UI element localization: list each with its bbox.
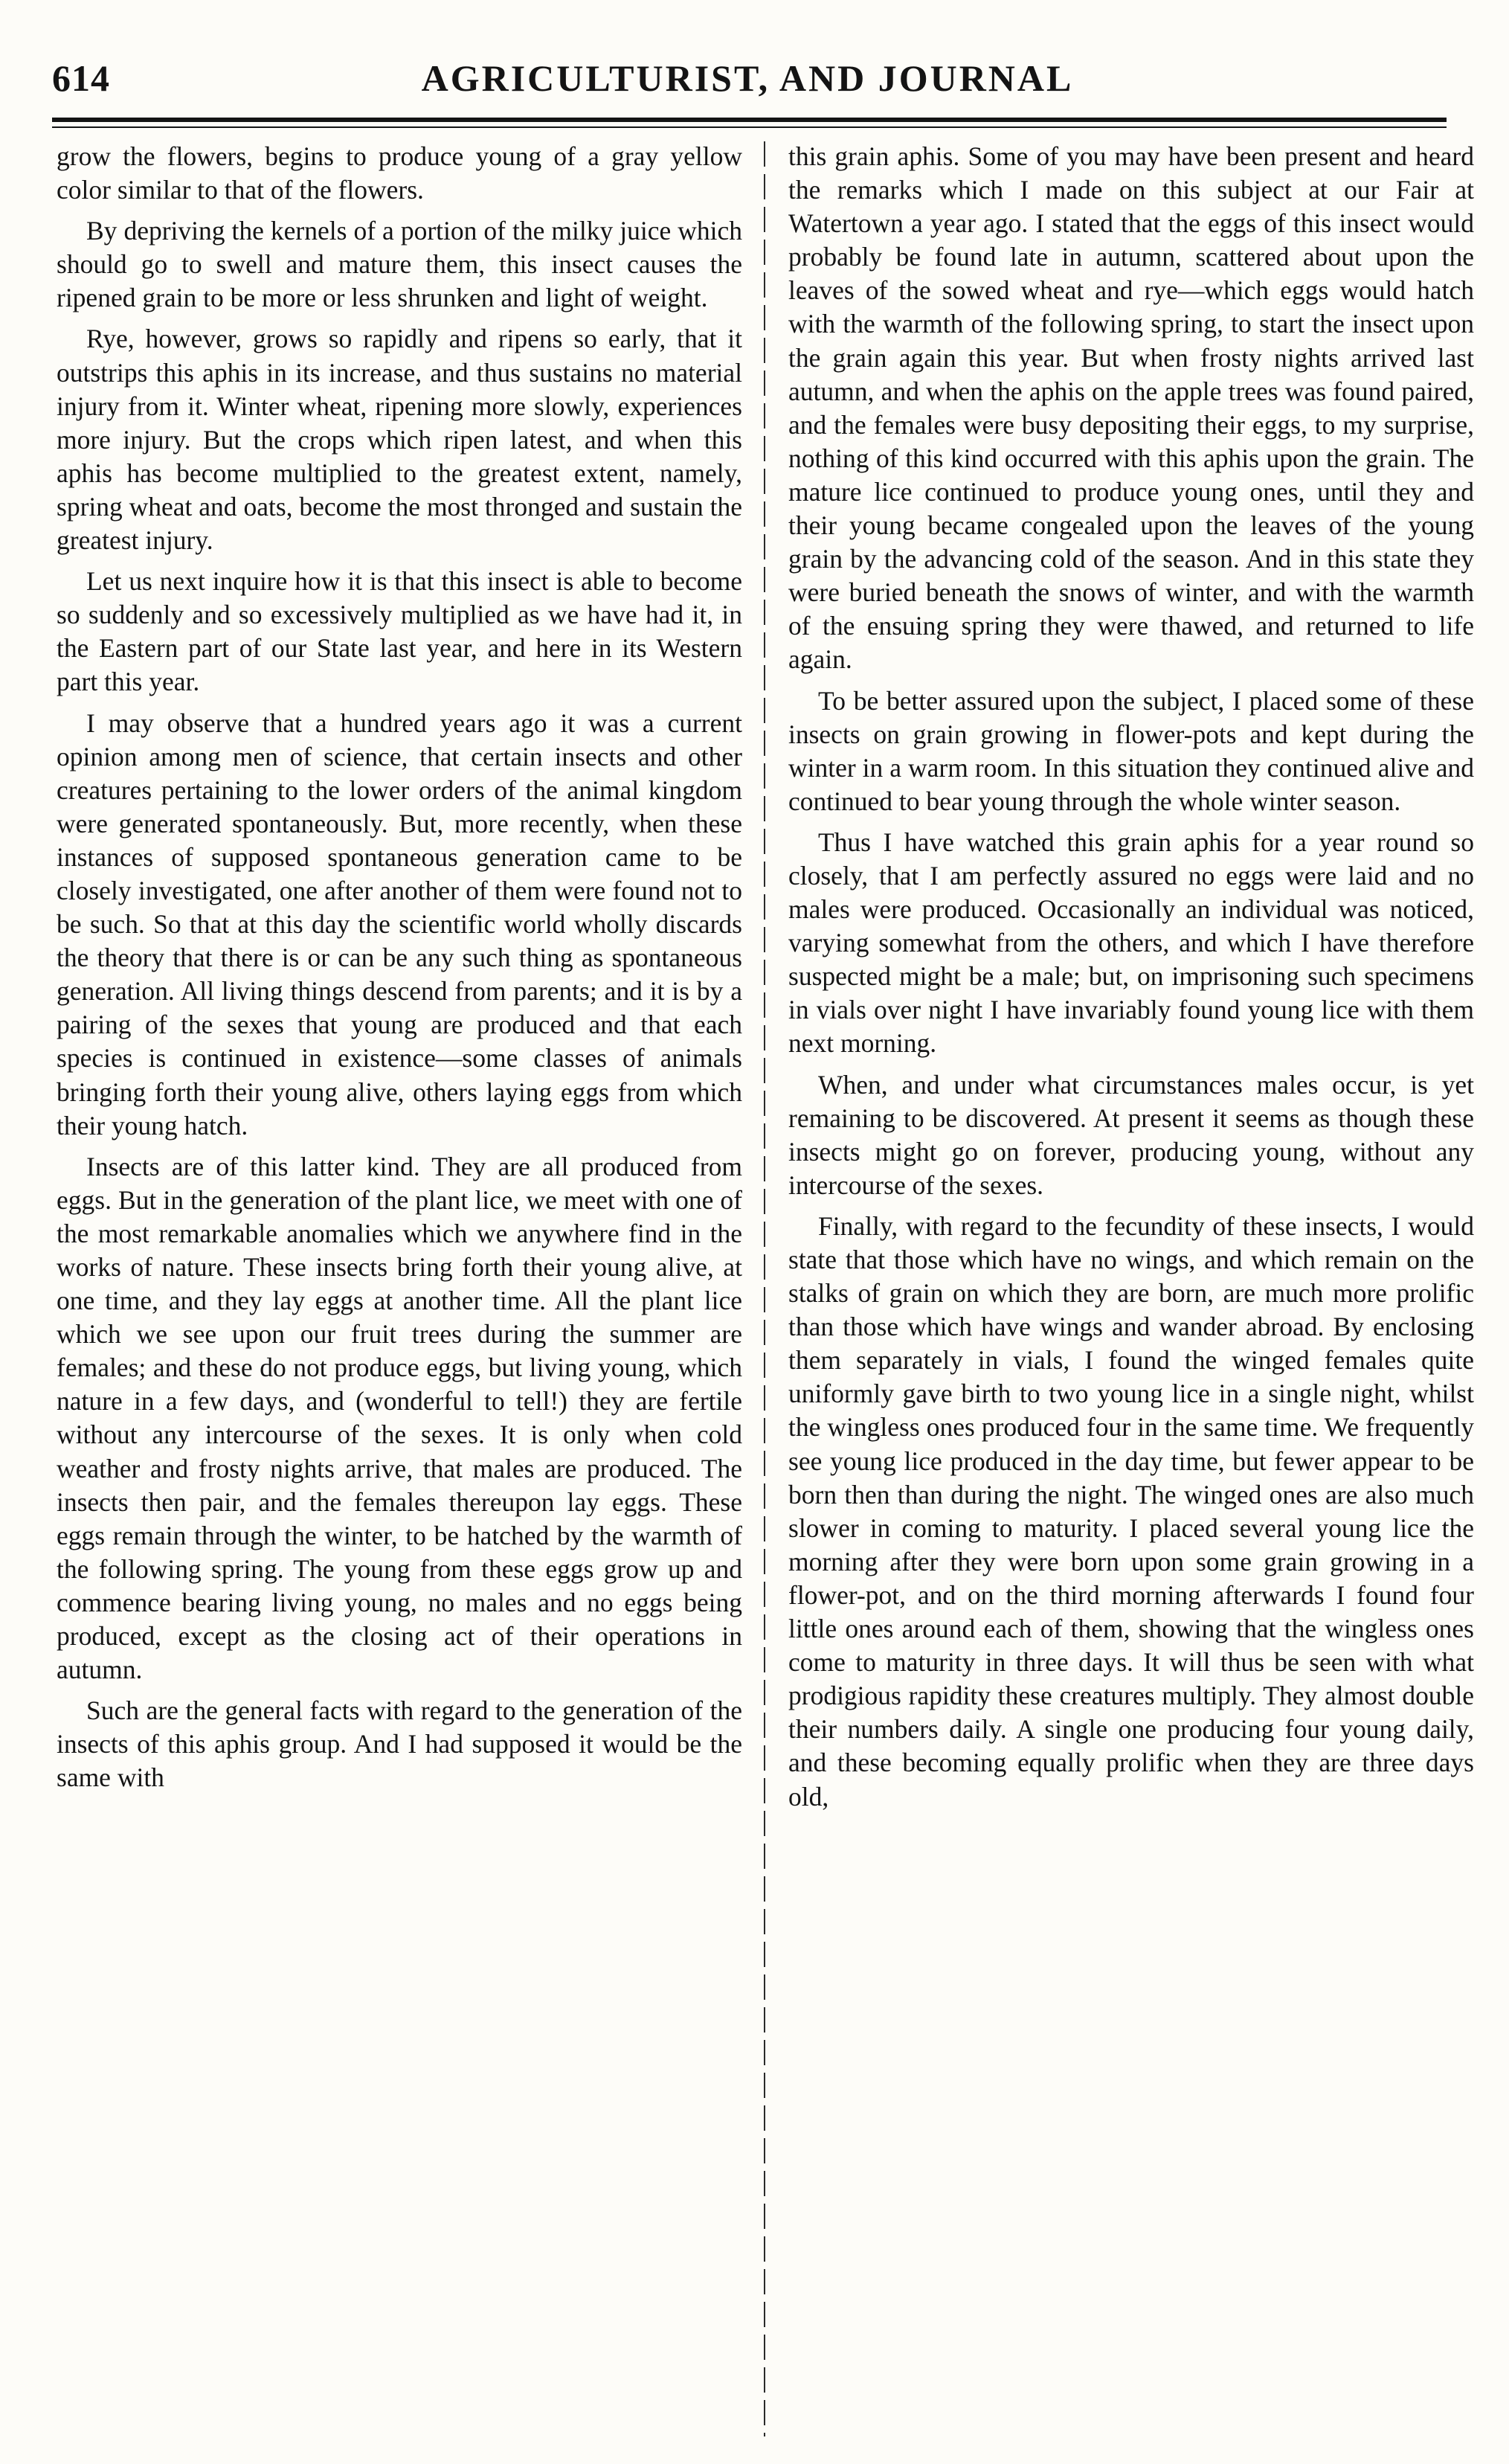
running-title: AGRICULTURIST, AND JOURNAL <box>421 57 1074 99</box>
right-paragraph-5: Finally, with regard to the fecundity of these insects, I would state that those which have no wings, and which remain on the stalks of grain on which they are born, are much more prolific than those which have wings and wander abroad. By enclosing them separately in vials, I found the winged females quite uniformly gave birth to two young lice in a single night, whilst the wingless ones produced four in the same time. We frequently see young lice produced in the day time, but fewer appear to be born then than during the night. The winged ones are also much slower in coming to maturity. I placed several young lice the morning after they were born upon some grain growing in a flower-pot, and on the third morning afterwards I found four little ones around each of them, showing that the wingless ones come to maturity in three days. It will thus be seen with what prodigious rapidity these creatures multiply. They almost double their numbers daily. A single one producing four young daily, and these becoming equally prolific when they are three days old, <box>788 1210 1474 1812</box>
left-paragraph-4: Let us next inquire how it is that this insect is able to become so suddenly and so excessively multiplied as we have had it, in the Eastern part of our State last year, and here in its Western part this year. <box>57 566 742 697</box>
right-paragraph-3: Thus I have watched this grain aphis for a year round so closely, that I am perfectly assured no eggs were laid and no males were produced. Occasionally an individual was noticed, varying somewhat from the others, and which I have therefore suspected might be a male; but, on imprisoning such specimens in vials over night I have invariably found young lice with them next morning. <box>788 827 1474 1059</box>
column-divider <box>764 141 765 2436</box>
right-paragraph-2: To be better assured upon the subject, I placed some of these insects on grain growing in flower-pots and kept during the winter in a warm room. In this situation they continued alive and continued to bear young through the whole winter season. <box>788 685 1474 816</box>
left-paragraph-2: By depriving the kernels of a portion of the milky juice which should go to swell and mature them, this insect causes the ripened grain to be more or less shrunken and light of weight. <box>57 216 742 313</box>
left-paragraph-7: Such are the general facts with regard to the generation of the insects of this aphis group. And I had supposed it would be the same with <box>57 1695 742 1793</box>
left-paragraph-3: Rye, however, grows so rapidly and ripens so early, that it outstrips this aphis in its increase, and thus sustains no material injury from it. Winter wheat, ripening more slowly, experiences more injury. But the crops which ripen latest, and when this aphis has become multiplied to the greatest extent, namely, spring wheat and oats, become the most thronged and sustain the greatest injury. <box>57 324 742 556</box>
left-paragraph-1: grow the flowers, begins to produce young of a gray yellow color similar to that of the flowers. <box>57 141 742 205</box>
left-paragraph-6: Insects are of this latter kind. They are all produced from eggs. But in the generation of the plant lice, we meet with one of the most remarkable anomalies which we anywhere find in the works of nature. These insects bring forth their young alive, at one time, and they lay eggs at another time. All the plant lice which we see upon our fruit trees during the summer are females; and these do not produce eggs, but living young, which nature in a few days, and (wonderful to tell!) they are fertile without any intercourse of the sexes. It is only when cold weather and frosty nights arrive, that males are produced. The insects then pair, and the females thereupon lay eggs. These eggs remain through the winter, to be hatched by the warmth of the following spring. The young from these eggs grow up and commence bearing living young, no males and no eggs being produced, except as the closing act of their operations in autumn. <box>57 1151 742 1685</box>
page-header <box>52 51 1443 110</box>
header-rule-thick <box>52 118 1447 122</box>
left-paragraph-5: I may observe that a hundred years ago it was a current opinion among men of science, that certain insects and other creatures pertaining to the lower orders of the animal kingdom were generated spontaneously. But, more recently, when these instances of supposed spontaneous generation came to be closely investigated, one after another of them were found not to be such. So that at this day the scientific world wholly discards the theory that there is or can be any such thing as spontaneous generation. All living things descend from parents; and it is by a pairing of the sexes that young are produced and that each species is continued in existence—some classes of animals bringing forth their young alive, others laying eggs from which their young hatch. <box>57 708 742 1140</box>
right-paragraph-1: this grain aphis. Some of you may have been present and heard the remarks which I made on this subject at our Fair at Watertown a year ago. I stated that the eggs of this insect would probably be found late in autumn, scattered about upon the leaves of the sowed wheat and rye—which eggs would hatch with the warmth of the following spring, to start the insect upon the grain again this year. But when frosty nights arrived last autumn, and when the aphis on the apple trees was found paired, and the females were busy depositing their eggs, to my surprise, nothing of this kind occurred with this aphis upon the grain. The mature lice continued to produce young ones, until they and their young became congealed upon the leaves of the young grain by the advancing cold of the season. And in this state they were buried beneath the snows of winter, and with the warmth of the ensuing spring they were thawed, and returned to life again. <box>788 141 1474 675</box>
right-paragraph-4: When, and under what circumstances males occur, is yet remaining to be discovered. At present it seems as though these insects might go on forever, producing young, without any intercourse of the sexes. <box>788 1069 1474 1200</box>
page-number: 614 <box>52 57 110 99</box>
left-column <box>57 140 742 2439</box>
right-column <box>788 140 1474 2439</box>
header-rule-thin <box>52 126 1447 128</box>
